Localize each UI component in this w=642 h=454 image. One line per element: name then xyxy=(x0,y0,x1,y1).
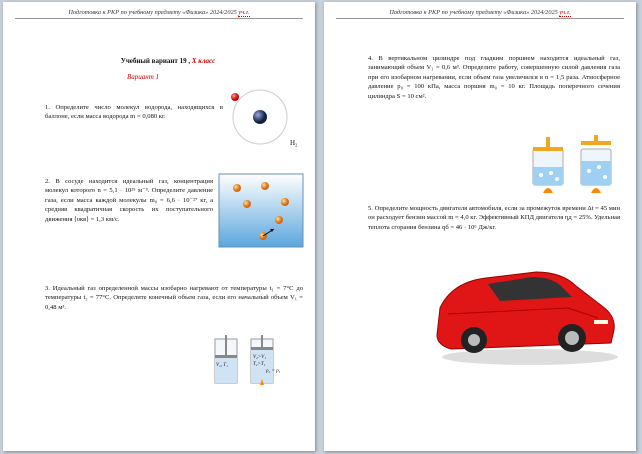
left-page xyxy=(3,2,315,451)
cylinder-right-label-v: V₂>V₁ xyxy=(253,355,266,360)
page-header: Подготовка к РКР по учебному предмету «Физика» 2024/2025 уч.г. xyxy=(389,9,571,16)
header-rule xyxy=(336,18,624,19)
hydrogen-label: H₂ xyxy=(290,139,298,147)
red-car-figure xyxy=(434,254,618,366)
right-page xyxy=(324,2,636,451)
hydrogen-atom-figure xyxy=(223,87,303,147)
task-2-text: 2. В сосуде находится идеальный газ, концентрация молекул которого n = 5,1 · 10²⁵ м⁻³. Определите давление газа, если масса каждой молекулы m₀ = 6,6 · 10⁻²⁷ кг, а средняя квадратичная скорость их поступательного движения ⟨υкв⟩ = 1,3 км/с. xyxy=(45,178,213,223)
cylinder-right-label-t: T₂>T₁ xyxy=(253,362,266,367)
header-rule xyxy=(15,18,303,19)
variant-subtitle: Вариант 1 xyxy=(126,73,160,81)
task-1-text: 1. Определите число молекул водорода, находящихся в баллоне, если масса водорода m = 0,080 кг. xyxy=(45,104,223,121)
task-3-text: 3. Идеальный газ определенной массы изобарно нагревают от температуры t₁ = 7°С до температуры t₂ = 77°С. Определите конечный объем газа, если его начальный объем V₁ = 0,48 м³. xyxy=(45,285,303,311)
page-header: Подготовка к РКР по учебному предмету «Физика» 2024/2025 уч.г. xyxy=(68,9,250,16)
task-4-text: 4. В вертикальном цилиндре под гладким поршнем находится идеальный газ, занимающий объем V₁ = 0,6 м³. Определите работу, совершенную силой давления газа при его изобарном нагревании, если объем газа увеличился в n = 1,5 раза. Атмосферное давление p₀ = 100 кПа, масса поршня m₀ = 10 кг. Площадь поперечного сечения цилиндра S = 10 см². xyxy=(368,55,620,100)
cylinder-pressure-label: p₂ = p₁ xyxy=(266,369,281,374)
variant-title: Учебный вариант 19 , X класс xyxy=(120,57,216,65)
task-5-text: 5. Определите мощность двигателя автомобиля, если за промежуток времени Δt = 45 мин он расходует бензин массой m = 4,0 кг. Эффективный КПД двигателя ηд = 25%. Удельная теплота сгорания бензина qб = 46 · 10⁶ Дж/кг. xyxy=(368,205,620,231)
heated-cylinders-figure xyxy=(529,135,621,195)
gas-molecules-figure xyxy=(219,174,303,247)
cylinder-left-label: V₁, T₁ xyxy=(216,363,228,368)
